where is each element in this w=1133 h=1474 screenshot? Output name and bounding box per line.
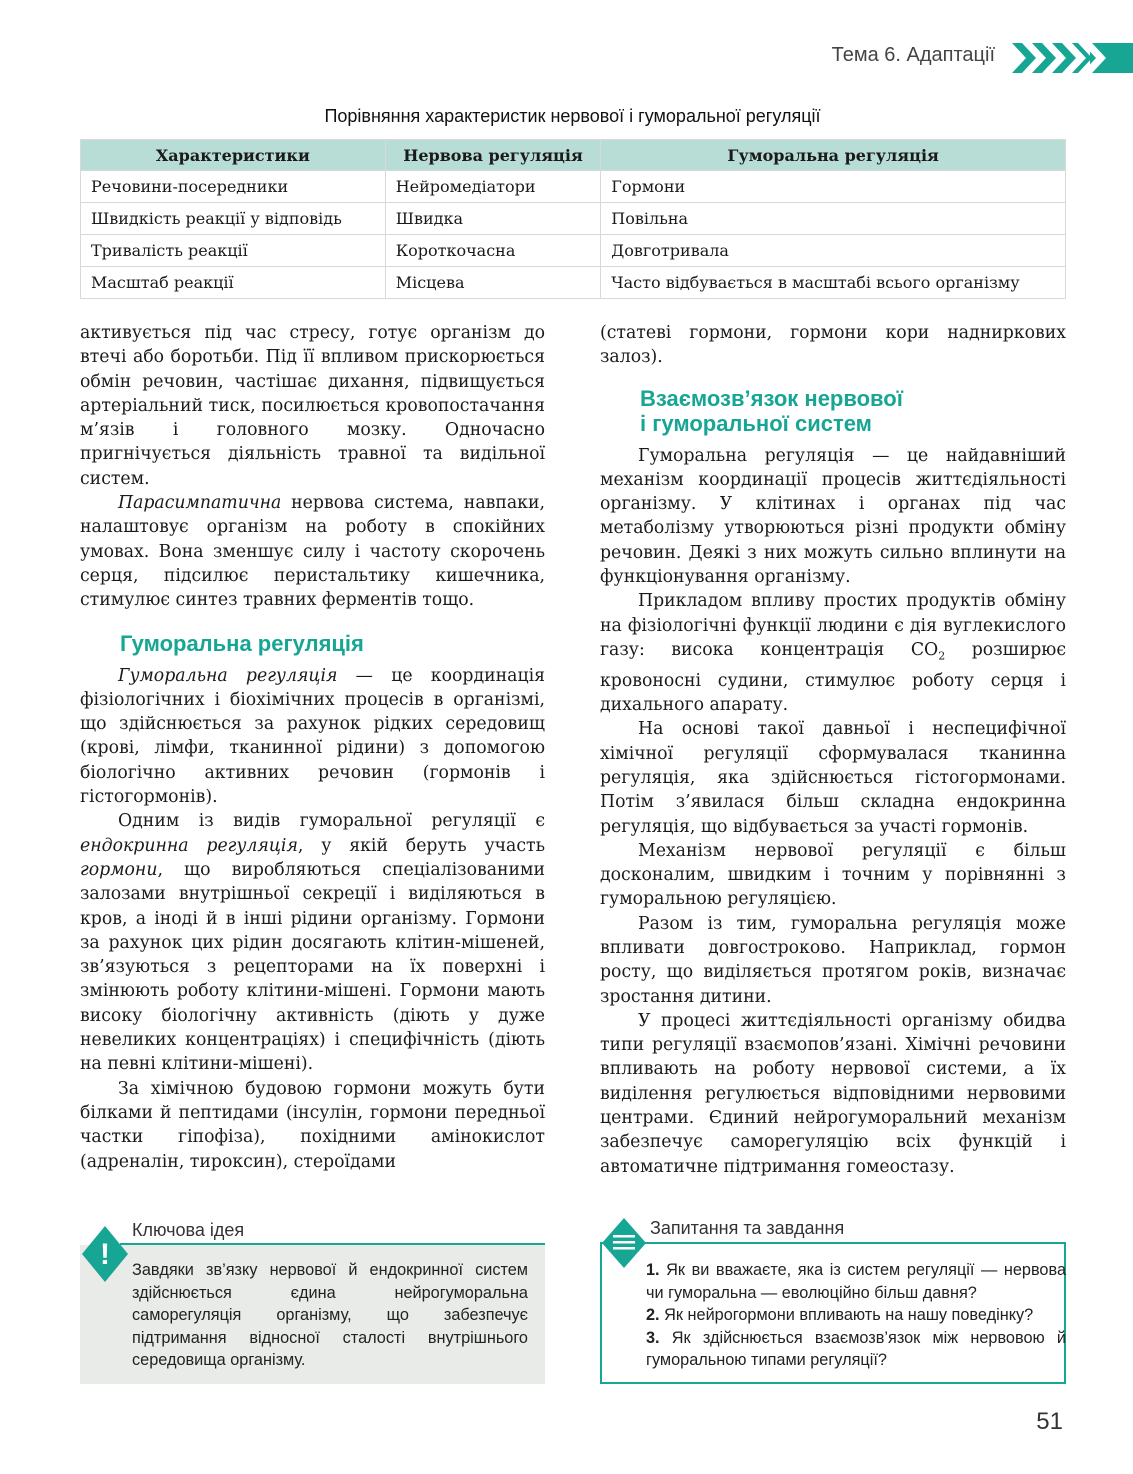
questions-list xyxy=(646,1259,1066,1372)
question-number: 2. xyxy=(646,1306,660,1324)
left-column xyxy=(80,321,545,1174)
paragraph-text: Разом із тим, гуморальна регуляція може впливати довгостроково. Наприклад, гормон росту, що виділяється протягом років, визначає зростання дитини. xyxy=(600,913,1066,1007)
key-idea-text: Завдяки зв’язку нервової й ендокринної систем здійснюється єдина нейрогуморальна саморегуляція організму, що забезпечує підтримання відносної сталості внутрішнього середовища організму. xyxy=(132,1261,528,1369)
table-header-row xyxy=(81,140,1066,171)
table-row xyxy=(81,203,1066,235)
paragraph-text: Гуморальна регуляція — це найдавніший механізм координації процесів життєдіяльності організму. У клітинах і органах під час метаболізму утворюються різні продукти обміну речовин. Деякі з них можуть сильно вплинути на функціонування організму. xyxy=(600,445,1066,588)
paragraph xyxy=(600,912,1066,1009)
paragraph xyxy=(80,809,545,1076)
table-cell: Швидка xyxy=(385,203,601,235)
paragraph xyxy=(80,491,545,612)
italic-term: гормони xyxy=(80,859,158,880)
paragraph xyxy=(600,589,1066,717)
table-cell: Повільна xyxy=(601,203,1066,235)
table-cell: Тривалість реакції xyxy=(81,235,386,267)
subscript: 2 xyxy=(938,649,946,663)
table-row xyxy=(81,235,1066,267)
paragraph-text: нервова система, навпаки, налаштовує організм на роботу в спокійних умовах. Вона зменшує силу і частоту скорочень серця, підсилює перистальтику кишечника, стимулює синтез травних ферментів тощо. xyxy=(80,493,545,611)
italic-term: Гуморальна регуляція xyxy=(118,665,338,686)
paragraph-text: активується під час стресу, готує організм до втечі або боротьби. Під її впливом прискорюється обмін речовин, частішає дихання, підвищується артеріальний тиск, посилюється кровопостачання м’язів і головного мозку. Одночасно пригнічується діяльність травної та видільної систем. xyxy=(80,323,545,489)
question-number: 3. xyxy=(646,1328,660,1347)
table-header-cell: Нервова регуляція xyxy=(385,140,601,171)
question-item xyxy=(646,1259,1066,1304)
paragraph-text: (статеві гормони, гормони кори надниркових залоз). xyxy=(600,323,1066,368)
section-heading xyxy=(640,386,1066,436)
italic-term: Парасимпатична xyxy=(118,493,282,514)
table-cell: Масштаб реакції xyxy=(81,267,386,299)
table-header-cell: Характеристики xyxy=(81,140,386,171)
paragraph-text: розширює кровоносні судини, стимулює роботу серця і дихального апарату. xyxy=(600,639,1067,716)
table-cell: Речовини-посередники xyxy=(81,171,386,203)
questions-box xyxy=(600,1214,1066,1384)
questions-frame xyxy=(600,1242,1066,1384)
paragraph xyxy=(80,321,545,491)
question-number: 1. xyxy=(646,1261,660,1279)
question-text: Як нейрогормони впливають на нашу поведінку? xyxy=(659,1306,1034,1324)
heading-line: і гуморальної систем xyxy=(640,410,872,436)
paragraph xyxy=(600,839,1066,912)
question-text: Як ви вважаєте, яка із систем регуляції — нервова чи гуморальна — еволюційно більш давня? xyxy=(646,1261,1066,1302)
table-cell: Швидкість реакції у відповідь xyxy=(81,203,386,235)
right-column xyxy=(600,321,1066,1179)
key-idea-body xyxy=(80,1245,545,1384)
table-cell: Нейромедіатори xyxy=(385,171,601,203)
table-row xyxy=(81,171,1066,203)
paragraph-text: , у якій беруть участь xyxy=(297,835,545,856)
running-head: Тема 6. Адаптації xyxy=(831,44,995,66)
page-number: 51 xyxy=(1036,1408,1063,1435)
question-item xyxy=(646,1304,1066,1327)
paragraph xyxy=(80,664,545,810)
paragraph xyxy=(600,444,1066,590)
chevron-arrows-icon xyxy=(1012,43,1133,73)
table-cell: Часто відбувається в масштабі всього організму xyxy=(601,267,1066,299)
section-heading: Гуморальна регуляція xyxy=(120,630,364,656)
exclamation-icon xyxy=(82,1226,128,1282)
paragraph-text: На основі такої давньої і неспецифічної хімічної регуляції сформувалася тканинна регуляція, яка здійснюється гістогормонами. Потім з’явилася більш складна ендокринна регуляція, що відбувається за участі гормонів. xyxy=(600,719,1066,837)
table-cell: Короткочасна xyxy=(385,235,601,267)
table-cell: Місцева xyxy=(385,267,601,299)
paragraph-text: За хімічною будовою гормони можуть бути білками й пептидами (інсулін, гормони передньої частки гіпофіза), похідними амінокислот (адреналін, тироксин), стероїдами xyxy=(80,1078,545,1172)
table-cell: Гормони xyxy=(601,171,1066,203)
paragraph-text: — це координація фізіологічних і біохімічних процесів в організмі, що здійснюється за рахунок рідких середовищ (крові, лімфи, тканинної рідини) з допомогою біологічно активних речовин (гормонів і гістогормонів). xyxy=(80,665,545,808)
paragraph-text: Одним із видів гуморальної регуляції є xyxy=(118,811,545,832)
key-idea-title: Ключова ідея xyxy=(132,1220,245,1240)
questions-title: Запитання та завдання xyxy=(650,1218,845,1238)
paragraph xyxy=(600,717,1066,838)
table-caption: Порівняння характеристик нервової і гуморальної регуляції xyxy=(324,106,821,126)
heading-line: Взаємозв’язок нервової xyxy=(640,385,903,411)
paragraph-text: , що виробляються спеціалізованими залозами внутрішньої секреції і виділяються в кров, а іноді й в інші рідини організму. Гормони за рахунок цих рідин досягають клітин-мішеней, зв’язуються з рецепторами на їх поверхні і змінюють роботу клітини-мішені. Гормони мають високу біологічну активність (діють у дуже невеликих концентраціях) і специфічність (діють на певні клітини-мішені). xyxy=(80,859,545,1075)
table-header-cell: Гуморальна регуляція xyxy=(601,140,1066,171)
paragraph-text: У процесі життєдіяльності організму обидва типи регуляції взаємопов’язані. Хімічні речовини впливають на роботу нервової системи, а їх виділення регулюється відповідними нервовими центрами. Єдиний нейрогуморальний механізм забезпечує саморегуляцію всіх функцій і автоматичне підтримання гомеостазу. xyxy=(600,1010,1066,1177)
comparison-table xyxy=(80,139,1066,299)
list-icon xyxy=(602,1218,646,1268)
paragraph xyxy=(80,1077,545,1174)
paragraph-text: Прикладом впливу простих продуктів обміну на фізіологічні функції людини є дія вуглекислого газу: висока концентрація CO xyxy=(600,591,1066,660)
paragraph xyxy=(600,321,1066,370)
key-idea-box xyxy=(80,1214,545,1384)
question-text: Як здійснюється взаємозв’язок між нервовою й гуморальною типами регуляції? xyxy=(646,1328,1066,1369)
paragraph-text: Механізм нервової регуляції є більш досконалим, швидким і точним у порівнянні з гуморальною регуляцією. xyxy=(600,840,1066,910)
table-cell: Довготривала xyxy=(601,235,1066,267)
exclamation-symbol: ! xyxy=(100,1238,110,1271)
paragraph xyxy=(600,1009,1066,1179)
italic-term: ендокринна регуляція xyxy=(80,835,298,856)
table-row xyxy=(81,267,1066,299)
key-idea-divider xyxy=(120,1243,545,1245)
question-item xyxy=(646,1327,1066,1372)
